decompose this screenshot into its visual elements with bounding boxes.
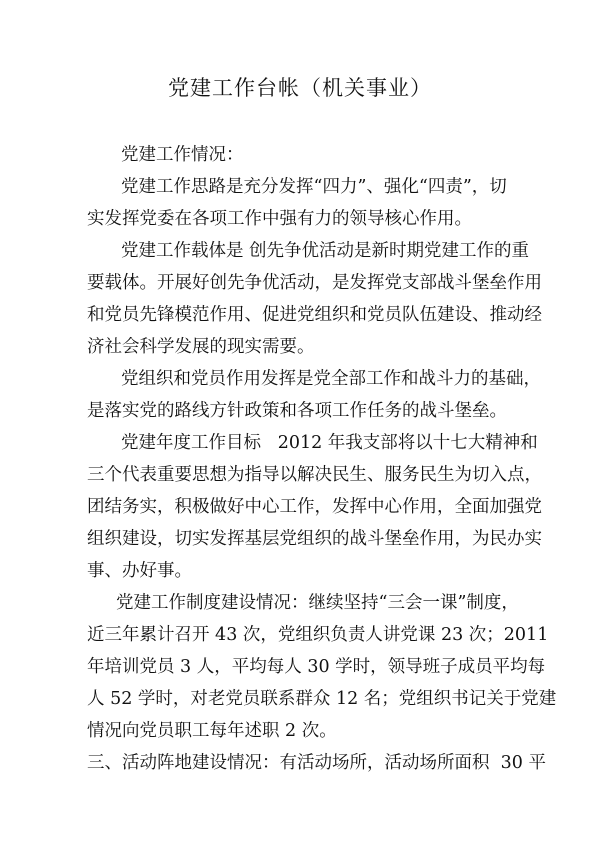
paragraph-line: 事、办好事。 <box>87 561 192 581</box>
paragraph-line: 党建年度工作目标 2012 年我支部将以十七大精神和 <box>121 433 538 453</box>
paragraph-line: 党建工作制度建设情况：继续坚持“三会一课”制度， <box>116 593 519 613</box>
paragraph-line: 组织建设，切实发挥基层党组织的战斗堡垒作用，为民办实 <box>87 529 542 549</box>
paragraph-line: 实发挥党委在各项工作中强有力的领导核心作用。 <box>87 209 472 229</box>
paragraph-line: 人 52 学时，对老党员联系群众 12 名；党组织书记关于党建 <box>87 689 557 709</box>
paragraph-line: 要载体。开展好创先争优活动，是发挥党支部战斗堡垒作用 <box>87 273 542 293</box>
paragraph-line: 情况向党员职工每年述职 2 次。 <box>87 721 337 741</box>
paragraph-line: 济社会科学发展的现实需要。 <box>87 337 315 357</box>
paragraph-line: 年培训党员 3 人，平均每人 30 学时，领导班子成员平均每 <box>87 657 546 677</box>
paragraph-line: 党建工作思路是充分发挥“四力”、强化“四责”，切 <box>121 177 507 197</box>
paragraph-line: 三个代表重要思想为指导以解决民生、服务民生为切入点， <box>87 465 542 485</box>
paragraph-line: 三、活动阵地建设情况：有活动场所，活动场所面积 30 平 <box>87 753 546 773</box>
section-heading: 党建工作情况： <box>121 145 244 165</box>
paragraph-line: 团结务实，积极做好中心工作，发挥中心作用，全面加强党 <box>87 497 542 517</box>
paragraph-line: 党建工作载体是 创先争优活动是新时期党建工作的重 <box>121 241 530 261</box>
paragraph-line: 近三年累计召开 43 次，党组织负责人讲党课 23 次；2011 <box>87 625 549 645</box>
paragraph-line: 党组织和党员作用发挥是党全部工作和战斗力的基础， <box>121 369 541 389</box>
paragraph-line: 是落实党的路线方针政策和各项工作任务的战斗堡垒。 <box>87 401 507 421</box>
document-title: 党建工作台帐（机关事业） <box>168 76 432 100</box>
paragraph-line: 和党员先锋模范作用、促进党组织和党员队伍建设、推动经 <box>87 305 542 325</box>
